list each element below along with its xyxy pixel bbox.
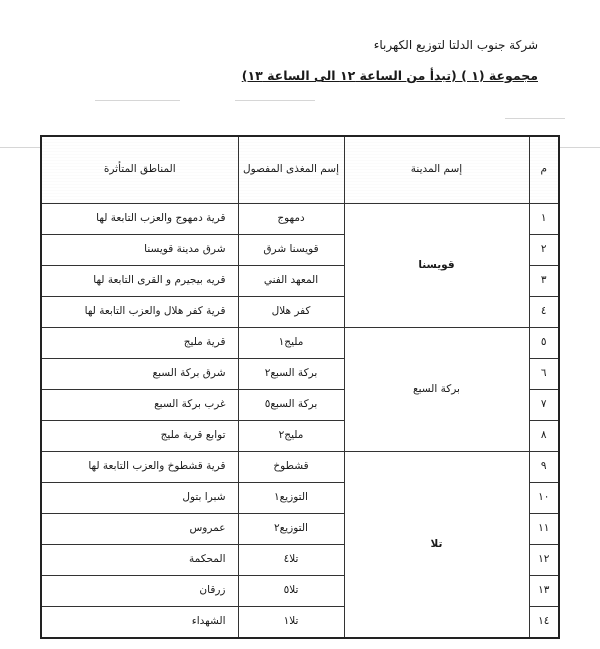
feeder-cell: التوزيع١ (238, 482, 344, 513)
area-cell: شرق مدينة قويسنا (41, 234, 238, 265)
area-cell: قريه بيجيرم و القرى التابعة لها (41, 265, 238, 296)
feeder-cell: المعهد الفني (238, 265, 344, 296)
table-row (41, 327, 559, 358)
feeder-cell: دمهوج (238, 204, 344, 235)
scan-line (0, 147, 40, 148)
row-number: ١٠ (529, 482, 559, 513)
feeder-cell: بركة السبع٥ (238, 389, 344, 420)
area-cell: زرقان (41, 575, 238, 606)
scan-line (560, 147, 600, 148)
row-number: ٨ (529, 420, 559, 451)
schedule-table (40, 135, 560, 639)
table-row (41, 204, 559, 235)
feeder-cell: مليج٢ (238, 420, 344, 451)
row-number: ٣ (529, 265, 559, 296)
row-number: ٤ (529, 296, 559, 327)
feeder-cell: بركة السبع٢ (238, 358, 344, 389)
col-header-num: م (529, 136, 559, 204)
company-name: شركة جنوب الدلتا لتوزيع الكهرباء (373, 38, 538, 52)
area-cell: قرية قشطوخ والعزب التابعة لها (41, 451, 238, 482)
feeder-cell: قشطوخ (238, 451, 344, 482)
feeder-cell: كفر هلال (238, 296, 344, 327)
row-number: ١٤ (529, 606, 559, 638)
col-header-feeder: إسم المغذى المفصول (238, 136, 344, 204)
area-cell: غرب بركة السبع (41, 389, 238, 420)
col-header-city: إسم المدينة (344, 136, 529, 204)
feeder-cell: قويسنا شرق (238, 234, 344, 265)
city-cell: قويسنا (344, 204, 529, 328)
area-cell: عمروس (41, 513, 238, 544)
area-cell: قرية مليج (41, 327, 238, 358)
table-row (41, 451, 559, 482)
area-cell: توابع قرية مليج (41, 420, 238, 451)
area-cell: شرق بركة السبع (41, 358, 238, 389)
row-number: ١٣ (529, 575, 559, 606)
feeder-cell: تلا٤ (238, 544, 344, 575)
feeder-cell: تلا٥ (238, 575, 344, 606)
row-number: ٧ (529, 389, 559, 420)
table-header-row (41, 136, 559, 204)
group-title: مجموعة (١ ) (تبدأ من الساعة ١٢ الى الساعة ١٣) (241, 68, 538, 83)
scan-line (235, 100, 315, 101)
row-number: ٢ (529, 234, 559, 265)
row-number: ١ (529, 204, 559, 235)
area-cell: الشهداء (41, 606, 238, 638)
area-cell: قرية كفر هلال والعزب التابعة لها (41, 296, 238, 327)
row-number: ١٢ (529, 544, 559, 575)
row-number: ٩ (529, 451, 559, 482)
area-cell: المحكمة (41, 544, 238, 575)
col-header-areas: المناطق المتأثرة (41, 136, 238, 204)
area-cell: شبرا بتول (41, 482, 238, 513)
scan-line (505, 118, 565, 119)
city-cell: تلا (344, 451, 529, 638)
area-cell: قرية دمهوج والعزب التابعة لها (41, 204, 238, 235)
row-number: ٥ (529, 327, 559, 358)
row-number: ٦ (529, 358, 559, 389)
feeder-cell: مليج١ (238, 327, 344, 358)
row-number: ١١ (529, 513, 559, 544)
city-cell: بركة السبع (344, 327, 529, 451)
feeder-cell: التوزيع٢ (238, 513, 344, 544)
feeder-cell: تلا١ (238, 606, 344, 638)
scan-line (95, 100, 180, 101)
